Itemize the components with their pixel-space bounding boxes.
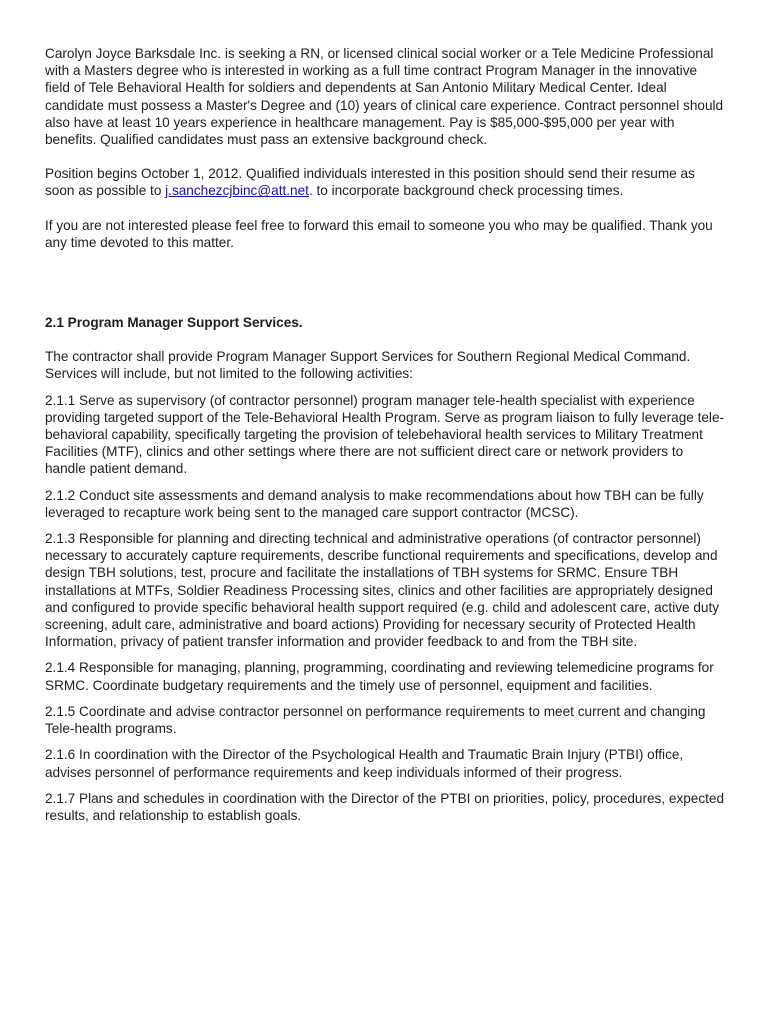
intro-paragraph-2 <box>45 165 725 199</box>
section-item-2-1-5: 2.1.5 Coordinate and advise contractor personnel on performance requirements to meet current and changing Tele-health programs. <box>45 703 706 737</box>
email-link[interactable]: j.sanchezcjbinc@att.net <box>165 183 309 199</box>
section-item-2-1-3: 2.1.3 Responsible for planning and directing technical and administrative operations (of contractor personnel) necessary to accurately capture requirements, describe functional requirements and specifications, develop and design TBH solutions, test, procure and facilitate the installations of TBH systems for SRMC. Ensure TBH installations at MTFs, Soldier Readiness Processing sites, clinics and other facilities are appropriately designed and configured to provide specific behavioral health support required (e.g. child and adolescent care, active duty screening, adult care, administrative and board actions) Providing for necessary security of Protected Health Information, privacy of patient transfer information and provider feedback to and from the TBH site. <box>45 531 720 650</box>
section-spacer <box>45 268 725 314</box>
intro-paragraph-2-text-before: Position begins October 1, 2012. Qualified individuals interested in this position should send their resume as soon as possible to <box>45 166 695 199</box>
document-page <box>45 45 725 833</box>
section-item-2-1-1: 2.1.1 Serve as supervisory (of contractor personnel) program manager tele-health specialist with experience providing targeted support of the Tele-Behavioral Health Program. Serve as program liaison to fully leverage tele-behavioral capability, specifically targeting the provision of telebehavioral health services to Military Treatment Facilities (MTF), clinics and other settings where there are not sufficient direct care or network providers to handle patient demand. <box>45 392 725 477</box>
section-item-2-1-4: 2.1.4 Responsible for managing, planning, programming, coordinating and reviewing telemedicine programs for SRMC. Coordinate budgetary requirements and the timely use of personnel, equipment and facilities. <box>45 660 714 693</box>
section-intro: The contractor shall provide Program Manager Support Services for Southern Regional Medical Command. Services will include, but not limited to the following activities: <box>45 349 691 382</box>
intro-paragraph-1: Carolyn Joyce Barksdale Inc. is seeking a RN, or licensed clinical social worker or a Tele Medicine Professional with a Masters degree who is interested in working as a full time contract Program Manager in the innovative field of Tele Behavioral Health for soldiers and dependents at San Antonio Military Medical Center. Ideal candidate must possess a Master's Degree and (10) years of clinical care experience. Contract personnel should also have at least 10 years experience in healthcare management. Pay is $85,000-$95,000 per year with benefits. Qualified candidates must pass an extensive background check. <box>45 46 724 148</box>
intro-paragraph-2-text-after: . to incorporate background check processing times. <box>308 183 624 199</box>
section-item-2-1-2: 2.1.2 Conduct site assessments and demand analysis to make recommendations about how TBH can be fully leveraged to recapture work being sent to the managed care support contractor (MCSC). <box>45 487 704 520</box>
section-item-2-1-6: 2.1.6 In coordination with the Director of the Psychological Health and Traumatic Brain Injury (PTBI) office, advises personnel of performance requirements and keep individuals informed of their progress. <box>45 747 684 780</box>
section-item-2-1-7: 2.1.7 Plans and schedules in coordination with the Director of the PTBI on priorities, policy, procedures, expected results, and relationship to establish goals. <box>45 790 725 823</box>
intro-paragraph-3: If you are not interested please feel free to forward this email to someone you who may be qualified. Thank you any time devoted to this matter. <box>45 217 713 250</box>
section-heading: 2.1 Program Manager Support Services. <box>45 315 303 331</box>
